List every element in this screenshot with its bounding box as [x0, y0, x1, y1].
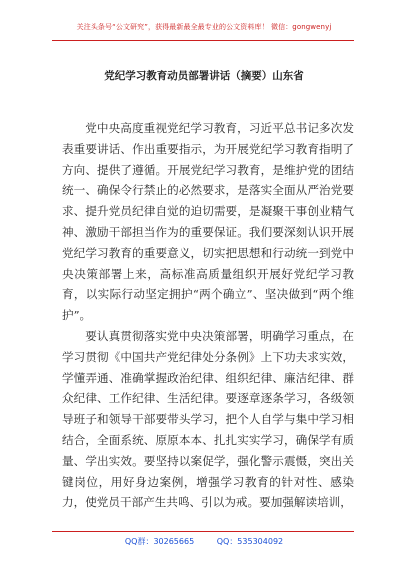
header-note: 关注头条号“公文研究”，获得最新最全最专业的公文资料库！ 微信：gongwenyj: [76, 23, 332, 31]
document-body: [62, 118, 354, 513]
footer: [0, 536, 408, 547]
footer-qq-group: QQ群：30265665: [124, 537, 195, 546]
document-title: 党纪学习教育动员部署讲话（摘要）山东省: [104, 70, 304, 82]
paragraph-1: 党中央高度重视党纪学习教育，习近平总书记多次发表重要讲话、作出重要指示，为开展党纪学习教育指明了方向、提供了遵循。开展党纪学习教育，是维护党的团结统一、确保令行禁止的必然要求，是落实全面从严治党要求、提升党员纪律自觉的迫切需要，是凝聚干事创业精气神、激励干部担当作为的重要保证。我们要深刻认识开展党纪学习教育的重要意义，切实把思想和行动统一到党中央决策部署上来，高标准高质量组织开展好党纪学习教育，以实际行动坚定拥护“两个确立”、坚决做到“两个维护”。: [62, 121, 354, 323]
header-divider: [52, 40, 354, 41]
paragraph-2: 要认真贯彻落实党中央决策部署，明确学习重点，在学习贯彻《中国共产党纪律处分条例》上下功夫求实效，学懂弄通、准确掌握政治纪律、组织纪律、廉洁纪律、群众纪律、工作纪律、生活纪律。要逐章逐条学习，各级领导班子和领导干部要带头学习，把个人自学与集中学习相结合，全面系统、原原本本、扎扎实实学习，确保学有质量、学出实效。要坚持以案促学，强化警示震慑，突出关键岗位，用好身边案例，增强学习教育的针对性、感染力，使党员干部产生共鸣、引以为戒。要加强解读培训，: [62, 328, 354, 510]
footer-divider: [52, 531, 354, 532]
footer-qq: QQ：535304092: [216, 537, 284, 546]
